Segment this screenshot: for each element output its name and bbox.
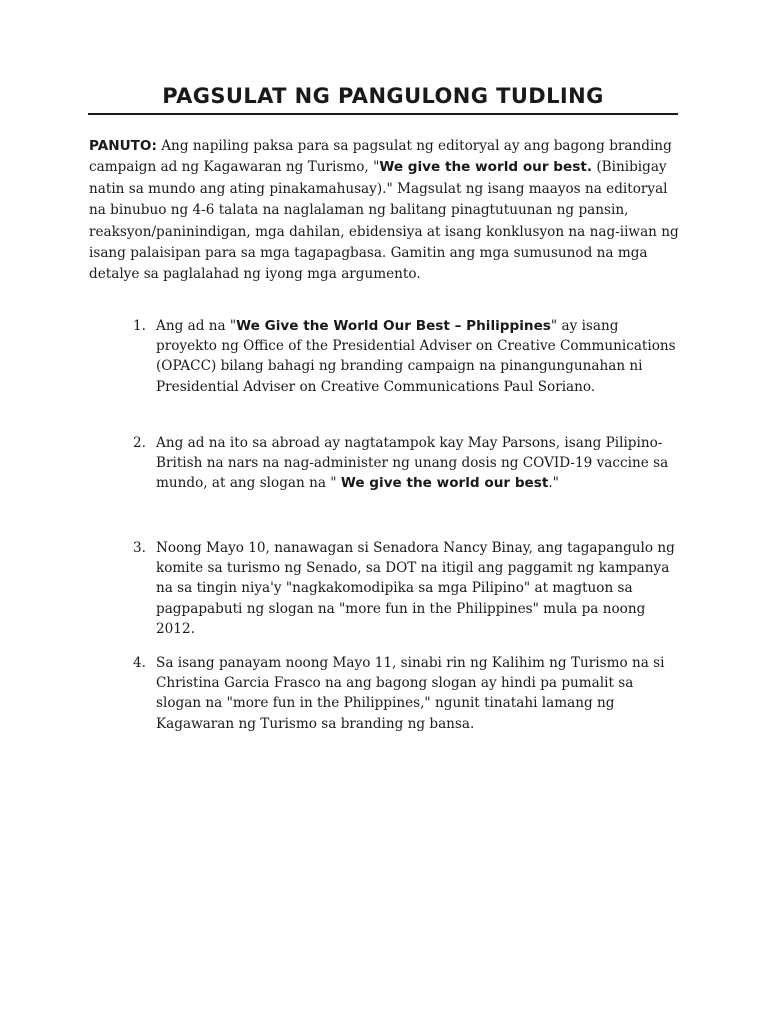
list-item-number: 2.	[133, 435, 146, 451]
list-item-text: ."	[548, 475, 559, 492]
page-title: PAGSULAT NG PANGULONG TUDLING	[162, 84, 604, 108]
list-item-number: 3.	[133, 540, 146, 556]
list-item-text: Ang ad na ito sa abroad ay nagtatampok kay May Parsons, isang Pilipino-British na nars na nag-administer ng unang dosis ng COVID-19 vaccine sa mundo, at ang slogan na "	[156, 435, 669, 492]
list-item	[133, 316, 681, 397]
list-item-text: Sa isang panayam noong Mayo 11, sinabi rin ng Kalihim ng Turismo na si Christina Garcia Frasco na ang bagong slogan ay hindi pa pumalit sa slogan na "more fun in the Philippines," ngunit tinatahi lamang ng Kagawaran ng Turismo sa branding ng bansa.	[156, 655, 665, 732]
instructions-paragraph	[89, 136, 679, 286]
list-item-number: 1.	[133, 318, 146, 334]
list-item	[133, 433, 681, 494]
instructions-text-1: Ang napiling paksa para sa pagsulat ng editoryal ay ang bagong branding campaign ad ng Kagawaran ng Turismo, "	[89, 138, 672, 176]
list-item-text: " ay isang proyekto ng Office of the Presidential Adviser on Creative Communications (OPACC) bilang bahagi ng branding campaign na pinangungunahan ni Presidential Adviser on Creative Communications Paul Soriano.	[156, 318, 676, 395]
list-item-body	[133, 316, 681, 397]
list-item-body	[133, 538, 681, 639]
slogan-bold: We give the world our best.	[379, 159, 593, 176]
list-item	[133, 653, 681, 734]
list-item-number: 4.	[133, 655, 146, 671]
list-item-body	[133, 653, 681, 734]
list-item-text: Noong Mayo 10, nanawagan si Senadora Nancy Binay, ang tagapangulo ng komite sa turismo ng Senado, sa DOT na itigil ang paggamit ng kampanya na sa tingin niya'y "nagkakomodipika sa mga Pilipino" at magtuon sa pagpapabuti ng slogan na "more fun in the Philippines" mula pa noong 2012.	[156, 540, 675, 637]
list-item-body	[133, 433, 681, 494]
list-item-bold: We Give the World Our Best – Philippines	[236, 318, 551, 334]
title-underline	[88, 113, 678, 115]
list-item-bold: We give the world our best	[340, 475, 549, 492]
list-item-text: Ang ad na "	[156, 318, 237, 334]
list-item	[133, 538, 681, 639]
instructions-label: PANUTO:	[89, 138, 157, 154]
instructions-text-2: (Binibigay natin sa mundo ang ating pinakamahusay)." Magsulat ng isang maayos na editoryal na binubuo ng 4-6 talata na naglalaman ng balitang pinagtutuunan ng pansin, reaksyon/paninindigan, mga dahilan, ebidensiya at isang konklusyon na nag-iiwan ng isang palaisipan para sa mga tagapagbasa. Gamitin ang mga sumusunod na mga detalye sa paglalahad ng iyong mga argumento.	[89, 159, 679, 283]
